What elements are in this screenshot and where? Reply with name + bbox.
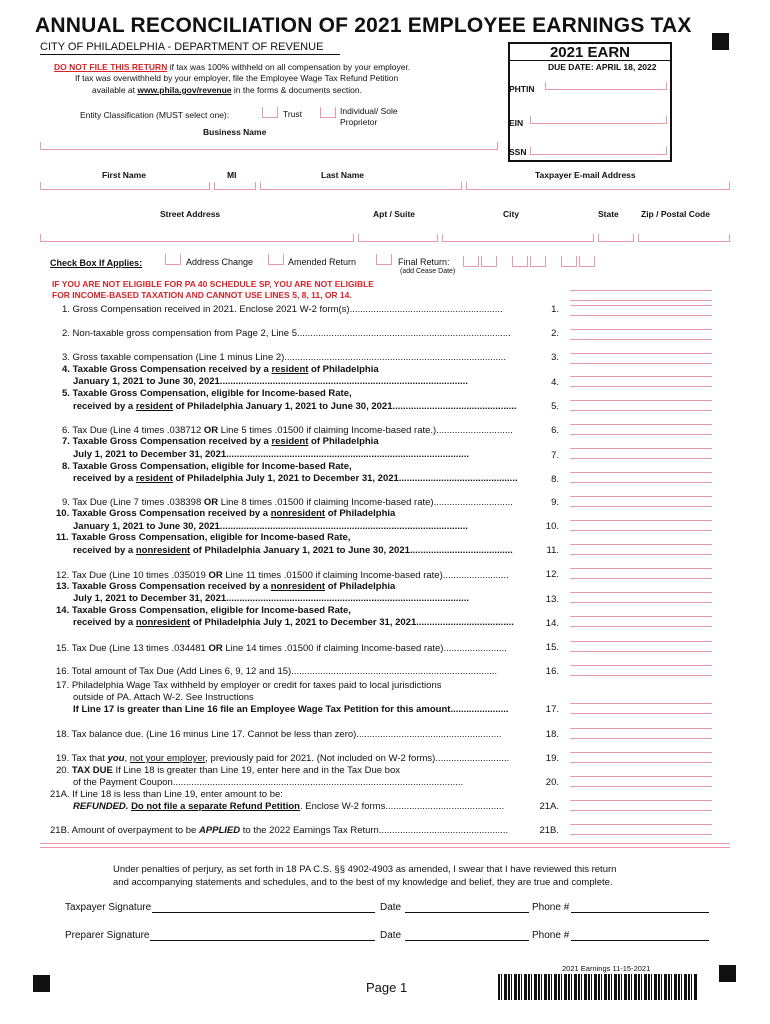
line-10-text-b: January 1, 2021 to June 30, 2021.............................................................................................. — [73, 521, 468, 532]
line-17-text-c: If Line 17 is greater than Line 16 file an Employee Wage Tax Petition for this amount...................... — [73, 704, 509, 715]
city-field[interactable] — [442, 234, 594, 242]
warning-line-2: FOR INCOME-BASED TAXATION AND CANNOT USE LINES 5, 8, 11, OR 14. — [52, 290, 352, 300]
line-17-text-a: 17. Philadelphia Wage Tax withheld by employer or credit for taxes paid to local jurisdictions — [56, 680, 442, 691]
preparer-signature-line[interactable] — [150, 940, 375, 941]
line-12-prefix: 12. — [56, 570, 70, 581]
trust-label: Trust — [283, 109, 303, 119]
notice-text-1: if tax was 100% withheld on all compensation by your employer. — [167, 62, 411, 72]
line-3-num: 3. — [551, 352, 559, 363]
cease-year-1[interactable] — [561, 256, 577, 267]
line-13-a: 13. Taxable Gross Compensation received by a — [56, 581, 271, 592]
line-21a-text-a: 21A. If Line 18 is less than Line 19, enter amount to be: — [50, 789, 283, 800]
line-21b-num: 21B. — [539, 825, 559, 836]
line-21b-applied: APPLIED — [198, 825, 241, 836]
line-20-num: 20. — [545, 777, 559, 788]
line-15-prefix: 15. — [56, 643, 70, 654]
barcode — [498, 974, 698, 1000]
line-5-resident: resident — [135, 401, 173, 412]
last-name-field[interactable] — [260, 182, 462, 190]
preparer-date-label: Date — [380, 930, 402, 941]
line-14-text-b — [73, 617, 514, 628]
notice-red: DO NOT FILE THIS RETURN — [54, 62, 168, 72]
line-14-prefix: 14. — [56, 605, 70, 616]
line-8-num: 8. — [551, 474, 559, 485]
trust-checkbox[interactable] — [262, 107, 278, 118]
line-19-input[interactable] — [570, 752, 712, 763]
apt-label: Apt / Suite — [373, 209, 416, 219]
check-box-label: Check Box If Applies: — [50, 258, 143, 268]
line-17-num: 17. — [545, 704, 559, 715]
line-21a-text-b — [73, 801, 504, 812]
line-15-text — [56, 643, 507, 654]
address-change-checkbox[interactable] — [165, 254, 181, 265]
line-5-b: received by a — [73, 401, 136, 412]
line-19-num: 19. — [545, 753, 559, 764]
line-18-num: 18. — [545, 729, 559, 740]
line-21a-d: . Enclose W-2 forms............................................. — [299, 801, 505, 812]
line-20-b: If Line 18 is greater than Line 19, enter here and in the Tax Due box — [112, 765, 400, 776]
notice-line-2: If tax was overwithheld by your employer, file the Employee Wage Tax Refund Petition — [75, 73, 399, 83]
line-12-a: Tax Due (Line 10 times .035019 — [71, 570, 209, 581]
line-9-text — [62, 497, 513, 508]
registration-mark-bottom-left — [33, 975, 50, 992]
line-19-a: 19. Tax that — [56, 753, 108, 764]
line-2-input[interactable] — [570, 329, 712, 340]
line-4-prefix: 4. — [62, 364, 70, 375]
taxpayer-phone-label: Phone # — [532, 902, 570, 913]
line-4-text-a — [62, 364, 379, 375]
line-11-num: 11. — [546, 545, 559, 556]
line-14-a: Taxable Gross Compensation, eligible for Income-based Rate, — [71, 605, 351, 616]
cease-month-1[interactable] — [463, 256, 479, 267]
line-11-nonresident: nonresident — [135, 545, 191, 556]
cease-day-2[interactable] — [530, 256, 546, 267]
line-13-b: of Philadelphia — [325, 581, 396, 592]
address-change-label: Address Change — [186, 257, 254, 267]
line-1-num: 1. — [551, 304, 559, 315]
line-2-text: 2. Non-taxable gross compensation from Page 2, Line 5................................................................................. — [62, 328, 511, 339]
line-8-resident: resident — [135, 473, 173, 484]
preparer-date-line[interactable] — [405, 940, 529, 941]
line-21b-c: to the 2022 Earnings Tax Return................................................. — [240, 825, 509, 836]
taxpayer-date-line[interactable] — [405, 912, 529, 913]
line-6-or: OR — [203, 425, 219, 436]
cease-day-1[interactable] — [512, 256, 528, 267]
phtin-field[interactable] — [545, 82, 667, 90]
first-name-field[interactable] — [40, 182, 210, 190]
preparer-phone-line[interactable] — [571, 940, 709, 941]
taxpayer-date-label: Date — [380, 902, 402, 913]
line-4-resident: resident — [271, 364, 309, 375]
registration-mark — [712, 33, 729, 50]
line-17-input[interactable] — [570, 703, 712, 714]
line-21a-refunded: REFUNDED. — [73, 801, 129, 812]
line-16-num: 16. — [545, 666, 559, 677]
perjury-line-1: Under penalties of perjury, as set forth in 18 PA C.S. §§ 4902-4903 as amended, I swear that I have reviewed this return — [113, 864, 617, 875]
line-1-input[interactable] — [570, 305, 712, 316]
line-17-text-b: outside of PA. Attach W-2. See Instructions — [73, 692, 254, 703]
line-7-resident: resident — [271, 436, 309, 447]
line-20-text-b: of the Payment Coupon.............................................................................................................. — [73, 777, 464, 788]
entity-label: Entity Classification (MUST select one): — [80, 110, 230, 120]
revenue-link[interactable]: www.phila.gov/revenue — [137, 85, 232, 95]
ein-label: EIN — [509, 118, 524, 128]
zip-field[interactable] — [638, 234, 730, 242]
mi-label: MI — [227, 170, 237, 180]
line-12-input[interactable] — [570, 568, 712, 579]
line-5-c: of Philadelphia January 1, 2021 to June 30, 2021............................................... — [172, 401, 517, 412]
line-12-b: Line 11 times .01500 if claiming Income-based rate)......................... — [222, 570, 509, 581]
line-13-num: 13. — [545, 594, 559, 605]
line-10-num: 10. — [545, 521, 559, 532]
line-5-input[interactable] — [570, 400, 712, 411]
line-15-b: Line 14 times .01500 if claiming Income-based rate)........................ — [222, 643, 507, 654]
line-3-input[interactable] — [570, 353, 712, 364]
line-14-input[interactable] — [570, 616, 712, 627]
line-21b-input[interactable] — [570, 824, 712, 835]
line-4-text-b: January 1, 2021 to June 30, 2021.............................................................................................. — [73, 376, 468, 387]
business-name-field[interactable] — [40, 142, 498, 150]
line-11-c: of Philadelphia January 1, 2021 to June 30, 2021....................................... — [190, 545, 513, 556]
line-16-text: 16. Total amount of Tax Due (Add Lines 6, 9, 12 and 15).............................................................................. — [56, 666, 498, 677]
line-12-num: 12. — [545, 569, 559, 580]
business-name-label: Business Name — [203, 127, 267, 137]
line-12-text — [56, 570, 509, 581]
registration-mark-bottom-right — [719, 965, 736, 982]
cease-month-2[interactable] — [481, 256, 497, 267]
line-20-prefix: 20. — [56, 765, 70, 776]
line-9-num: 9. — [551, 497, 559, 508]
line-21b-text — [50, 825, 508, 836]
line-18-text: 18. Tax balance due. (Line 16 minus Line 17. Cannot be less than zero)....................................................... — [56, 729, 502, 740]
email-field[interactable] — [466, 182, 730, 190]
perjury-line-2: and accompanying statements and schedules, and to the best of my knowledge and belief, they are true and complete. — [113, 877, 613, 888]
zip-label: Zip / Postal Code — [641, 209, 710, 219]
line-7-text-b: July 1, 2021 to December 31, 2021............................................................................................ — [73, 449, 469, 460]
taxpayer-signature-label: Taxpayer Signature — [65, 902, 152, 913]
line-4-num: 4. — [551, 377, 559, 388]
notice-line-1 — [54, 62, 410, 72]
subtitle-rule — [40, 54, 340, 55]
line-8-text-a: 8. Taxable Gross Compensation, eligible for Income-based Rate, — [62, 461, 352, 472]
ssn-label: SSN — [509, 147, 527, 157]
notice-text-3b: in the forms & documents section. — [231, 85, 362, 95]
line-21b-a: 21B. Amount of overpayment to be — [50, 825, 199, 836]
line-15-num: 15. — [545, 642, 559, 653]
line-19-text — [56, 753, 509, 764]
amended-return-checkbox[interactable] — [268, 254, 284, 265]
line-7-input[interactable] — [570, 448, 712, 459]
department-subtitle: CITY OF PHILADELPHIA - DEPARTMENT OF REVENUE — [40, 41, 324, 53]
line-11-text-b — [73, 545, 513, 556]
line-9-b: Line 8 times .01500 if claiming Income-based rate).............................. — [218, 497, 513, 508]
notice-line-3 — [92, 85, 362, 95]
line-8-text-b — [73, 473, 518, 484]
line-5-text-b — [73, 401, 517, 412]
line-20-text-a — [56, 765, 400, 776]
line-9-input[interactable] — [570, 496, 712, 507]
line-19-you: you — [107, 753, 125, 764]
line-11-b: received by a — [73, 545, 136, 556]
line-12-or: OR — [208, 570, 223, 581]
last-name-label: Last Name — [321, 170, 364, 180]
city-label: City — [503, 209, 520, 219]
preparer-signature-label: Preparer Signature — [65, 930, 150, 941]
line-10-text-a — [56, 508, 395, 519]
line-13-input[interactable] — [570, 592, 712, 603]
line-21a-no-petition: Do not file a separate Refund Petition — [131, 801, 300, 812]
line-7-a: 7. Taxable Gross Compensation received by a — [62, 436, 272, 447]
preparer-phone-label: Phone # — [532, 930, 570, 941]
line-1-box-a — [570, 290, 712, 301]
line-15-input[interactable] — [570, 641, 712, 652]
line-13-nonresident: nonresident — [270, 581, 326, 592]
line-13-text-b: July 1, 2021 to December 31, 2021............................................................................................ — [73, 593, 469, 604]
ein-field[interactable] — [530, 116, 667, 124]
line-7-text-a — [62, 436, 379, 447]
section-divider — [40, 843, 730, 848]
line-6-num: 6. — [551, 425, 559, 436]
line-21a-input[interactable] — [570, 800, 712, 811]
final-return-label: Final Return: — [398, 257, 450, 267]
final-return-checkbox[interactable] — [376, 254, 392, 265]
amended-return-label: Amended Return — [288, 257, 357, 267]
cease-year-2[interactable] — [579, 256, 595, 267]
street-field[interactable] — [40, 234, 354, 242]
line-21a-num: 21A. — [539, 801, 559, 812]
line-16-input[interactable] — [570, 665, 712, 676]
line-5-text-a: 5. Taxable Gross Compensation, eligible for Income-based Rate, — [62, 388, 352, 399]
warning-line-1: IF YOU ARE NOT ELIGIBLE FOR PA 40 SCHEDULE SP, YOU ARE NOT ELIGIBLE — [52, 279, 374, 289]
first-name-label: First Name — [102, 170, 146, 180]
line-9-a: 9. Tax Due (Line 7 times .038398 — [62, 497, 204, 508]
email-label: Taxpayer E-mail Address — [535, 170, 636, 180]
line-14-nonresident: nonresident — [135, 617, 191, 628]
form-title: ANNUAL RECONCILIATION OF 2021 EMPLOYEE EARNINGS TAX — [35, 14, 692, 37]
line-19-comma: , — [124, 753, 130, 764]
line-14-text-a — [56, 605, 351, 616]
line-6-input[interactable] — [570, 424, 712, 435]
line-6-text — [62, 425, 513, 436]
form-code-box: 2021 EARN — [508, 42, 672, 62]
phtin-label: PHTIN — [509, 84, 535, 94]
line-18-input[interactable] — [570, 728, 712, 739]
line-4-input[interactable] — [570, 376, 712, 387]
page-number: Page 1 — [366, 980, 408, 995]
taxpayer-phone-line[interactable] — [571, 912, 709, 913]
line-14-c: of Philadelphia July 1, 2021 to December 31, 2021..................................... — [190, 617, 514, 628]
mi-field[interactable] — [214, 182, 256, 190]
line-8-b: received by a — [73, 473, 136, 484]
form-version: 2021 Earnings 11-15-2021 — [562, 964, 651, 973]
line-10-nonresident: nonresident — [270, 508, 326, 519]
line-11-input[interactable] — [570, 544, 712, 555]
line-3-text: 3. Gross taxable compensation (Line 1 minus Line 2).................................................................................... — [62, 352, 507, 363]
line-15-a: Tax Due (Line 13 times .034481 — [71, 643, 209, 654]
line-9-or: OR — [203, 497, 219, 508]
line-14-b: received by a — [73, 617, 136, 628]
ssn-field[interactable] — [530, 147, 667, 155]
line-6-a: 6. Tax Due (Line 4 times .038712 — [62, 425, 204, 436]
line-11-text-a: 11. Taxable Gross Compensation, eligible for Income-based Rate, — [56, 532, 351, 543]
line-14-num: 14. — [545, 618, 559, 629]
line-6-b: Line 5 times .01500 if claiming Income-based rate.)............................. — [218, 425, 513, 436]
individual-checkbox[interactable] — [320, 107, 336, 118]
line-10-b: of Philadelphia — [325, 508, 396, 519]
line-13-text-a — [56, 581, 395, 592]
street-label: Street Address — [160, 209, 221, 219]
line-10-a: 10. Taxable Gross Compensation received by a — [56, 508, 271, 519]
notice-text-3a: available at — [92, 85, 138, 95]
line-2-num: 2. — [551, 328, 559, 339]
taxpayer-signature-line[interactable] — [152, 912, 375, 913]
line-5-num: 5. — [551, 401, 559, 412]
individual-label-2: Proprietor — [340, 117, 378, 127]
line-4-a: Taxable Gross Compensation received by a — [72, 364, 272, 375]
due-date: DUE DATE: APRIL 18, 2022 — [548, 62, 657, 72]
cease-date-note: (add Cease Date) — [400, 268, 456, 275]
line-19-not-employer: not your employer — [129, 753, 206, 764]
line-19-c: , previously paid for 2021. (Not included on W-2 forms)............................ — [205, 753, 510, 764]
apt-field[interactable] — [358, 234, 438, 242]
individual-label-1: Individual/ Sole — [340, 106, 398, 116]
line-1-text: 1. Gross Compensation received in 2021. Enclose 2021 W-2 form(s).......................................................... — [62, 304, 503, 315]
line-10-input[interactable] — [570, 520, 712, 531]
line-7-num: 7. — [551, 450, 559, 461]
line-8-c: of Philadelphia July 1, 2021 to December 31, 2021............................................. — [172, 473, 518, 484]
state-field[interactable] — [598, 234, 634, 242]
line-4-b: of Philadelphia — [308, 364, 379, 375]
line-8-input[interactable] — [570, 472, 712, 483]
line-20-tax-due: TAX DUE — [71, 765, 113, 776]
line-7-b: of Philadelphia — [308, 436, 379, 447]
line-15-or: OR — [208, 643, 223, 654]
state-label: State — [598, 209, 619, 219]
line-20-input[interactable] — [570, 776, 712, 787]
